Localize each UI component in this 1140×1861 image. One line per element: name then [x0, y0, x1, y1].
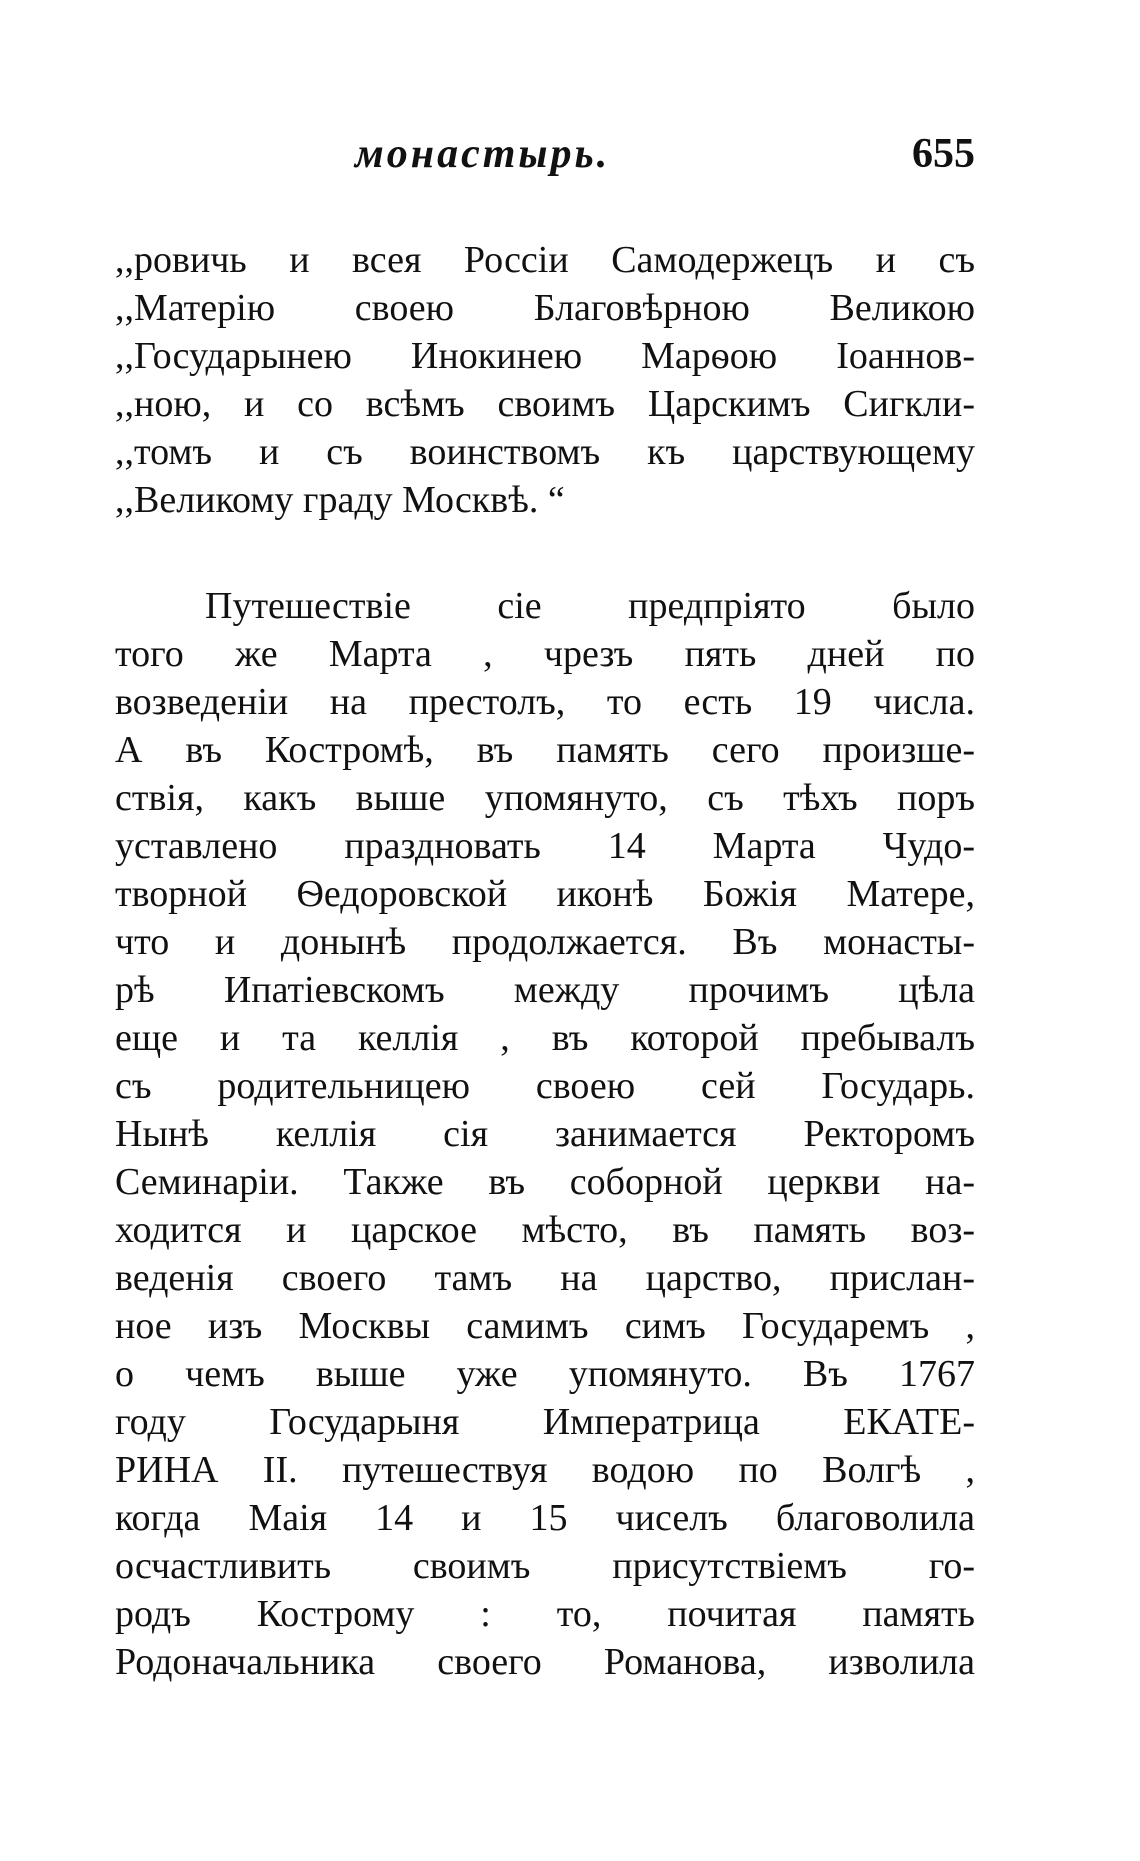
text-line: родъ Кострому : то, почитая память: [115, 1593, 975, 1635]
body-paragraph: [115, 582, 975, 1686]
text-line: осчастливить своимъ присутствіемъ го-: [115, 1545, 975, 1587]
text-line: веденія своего тамъ на царство, прислан-: [115, 1257, 975, 1299]
text-line: году Государыня Императрица ЕКАТЕ-: [115, 1401, 975, 1443]
text-line: возведеніи на престолъ, то есть 19 числа.: [115, 681, 975, 723]
text-line: рѣ Ипатіевскомъ между прочимъ цѣла: [115, 969, 975, 1011]
text-line: Семинаріи. Также въ соборной церкви на-: [115, 1161, 975, 1203]
page-number: 655: [912, 131, 975, 177]
text-line: еще и та келлія , въ которой пребывалъ: [115, 1017, 975, 1059]
text-line: о чемъ выше уже упомянуто. Въ 1767: [115, 1353, 975, 1395]
text-line: ходится и царское мѣсто, въ память воз-: [115, 1209, 975, 1251]
running-head: [115, 130, 975, 190]
text-line: Нынѣ келлія сія занимается Ректоромъ: [115, 1113, 975, 1155]
text-line: ,,Матерію своею Благовѣрною Великою: [115, 287, 975, 329]
text-line: того же Марта , чрезъ пять дней по: [115, 633, 975, 675]
text-line: когда Маія 14 и 15 чиселъ благоволила: [115, 1497, 975, 1539]
running-title: монастырь.: [355, 131, 611, 177]
text-line: Родоначальника своего Романова, изволила: [115, 1641, 975, 1683]
text-line: РИНА II. путешествуя водою по Волгѣ ,: [115, 1449, 975, 1491]
text-line: Путешествіе сіе предпріято было: [205, 585, 975, 627]
text-line: А въ Костромѣ, въ память сего произше-: [115, 729, 975, 771]
text-line: ,,томъ и съ воинствомъ къ царствующему: [115, 431, 975, 473]
text-line: что и донынѣ продолжается. Въ монасты-: [115, 921, 975, 963]
quote-paragraph: [115, 236, 975, 524]
text-block: [115, 236, 975, 1686]
text-line: ,,ровичь и всея Россіи Самодержецъ и съ: [115, 239, 975, 281]
text-line: ствія, какъ выше упомянуто, съ тѣхъ поръ: [115, 777, 975, 819]
text-line: уставлено праздновать 14 Марта Чудо-: [115, 825, 975, 867]
text-line: съ родительницею своею сей Государь.: [115, 1065, 975, 1107]
text-line: ,,Государынею Инокинею Марѳою Іоаннов-: [115, 335, 975, 377]
text-line: ,,Великому граду Москвѣ. “: [115, 479, 565, 521]
text-line: ,,ною, и со всѣмъ своимъ Царскимъ Сигкли-: [115, 383, 975, 425]
text-line: творной Ѳедоровской иконѣ Божія Матере,: [115, 873, 975, 915]
text-line: ное изъ Москвы самимъ симъ Государемъ ,: [115, 1305, 975, 1347]
paragraph-gap: [115, 524, 975, 582]
